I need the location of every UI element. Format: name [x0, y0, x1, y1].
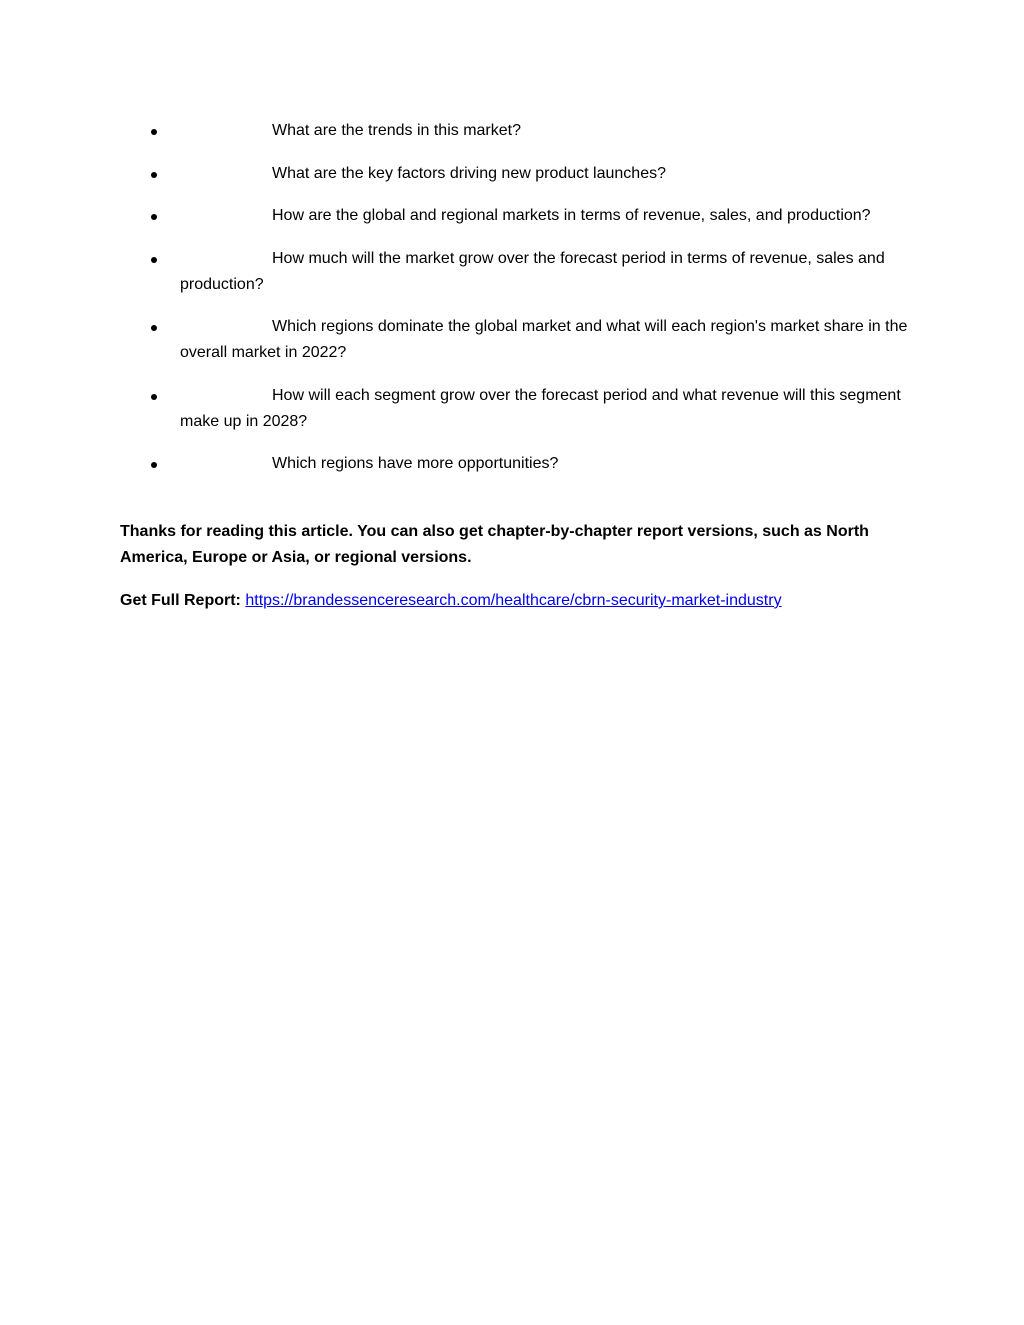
list-item [120, 161, 910, 187]
question-text: What are the trends in this market? [272, 122, 521, 139]
bullet-icon [151, 462, 157, 468]
question-text: Which regions have more opportunities? [272, 455, 559, 472]
bullet-icon [151, 394, 157, 400]
question-text: How are the global and regional markets in terms of revenue, sales, and production? [272, 207, 871, 224]
question-text: How will each segment grow over the forecast period and what revenue will this segment make up in 2028? [180, 386, 901, 430]
list-item [120, 383, 910, 435]
bullet-icon [151, 325, 157, 331]
question-text: How much will the market grow over the forecast period in terms of revenue, sales and production? [180, 249, 885, 293]
bullet-icon [151, 214, 157, 220]
questions-list [120, 118, 910, 494]
list-item [120, 118, 910, 144]
list-item [120, 203, 910, 229]
list-item [120, 451, 910, 477]
full-report-line [120, 588, 910, 614]
bullet-icon [151, 129, 157, 135]
full-report-label: Get Full Report: [120, 592, 241, 609]
list-item [120, 246, 910, 298]
list-item [120, 314, 910, 366]
full-report-link[interactable]: https://brandessenceresearch.com/healthcare/cbrn-security-market-industry [245, 592, 782, 609]
closing-paragraph: Thanks for reading this article. You can also get chapter-by-chapter report versions, such as North America, Europe or Asia, or regional versions. [120, 523, 869, 566]
question-text: Which regions dominate the global market and what will each region's market share in the overall market in 2022? [180, 318, 908, 361]
bullet-icon [151, 257, 157, 263]
question-text: What are the key factors driving new product launches? [272, 164, 666, 182]
bullet-icon [151, 172, 157, 178]
